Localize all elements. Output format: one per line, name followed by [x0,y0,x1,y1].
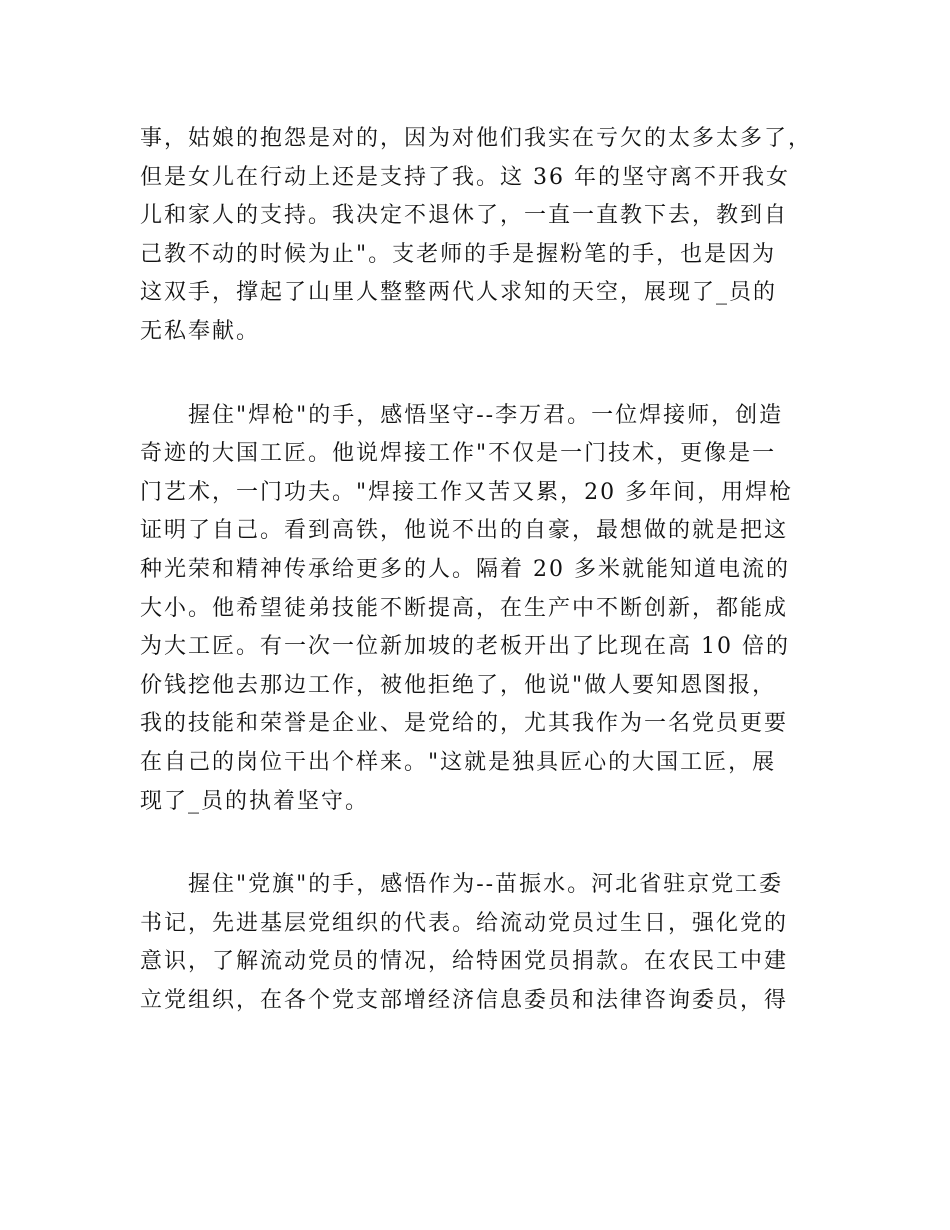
text-line: 书记，先进基层党组织的代表。给流动党员过生日，强化党的 [140,910,789,936]
paragraph-spacer [140,821,830,866]
text-line: 现了_员的执着坚守。 [140,788,370,814]
text-line: 这双手，撑起了山里人整整两代人求知的天空，展现了_员的 [140,280,778,306]
text-line: 握住"焊枪"的手，感悟坚守--李万君。一位焊接师，创造 [188,402,784,428]
paragraph-1 [140,120,830,352]
text-line: 但是女儿在行动上还是支持了我。这 36 年的坚守离不开我女 [140,164,790,190]
text-line: 奇迹的大国工匠。他说焊接工作"不仅是一门技术，更像是一 [140,441,777,467]
text-line: 在自己的岗位干出个样来。"这就是独具匠心的大国工匠，展 [140,749,777,775]
paragraph-spacer [140,352,830,397]
text-line: 儿和家人的支持。我决定不退休了，一直一直教下去，教到自 [140,203,789,229]
document-body [140,120,830,1020]
text-line: 价钱挖他去那边工作，被他拒绝了，他说"做人要知恩图报， [140,672,777,698]
text-line: 事，姑娘的抱怨是对的，因为对他们我实在亏欠的太多太多了， [140,126,813,151]
paragraph-3 [140,866,830,1020]
text-line: 我的技能和荣誉是企业、是党给的，尤其我作为一名党员更要 [140,711,789,737]
text-line: 证明了自己。看到高铁，他说不出的自豪，最想做的就是把这 [140,518,789,544]
text-line: 己教不动的时候为止"。支老师的手是握粉笔的手，也是因为 [140,241,777,267]
text-line: 无私奉献。 [140,318,261,344]
text-line: 种光荣和精神传承给更多的人。隔着 20 多米就能知道电流的 [140,556,790,582]
text-line: 意识，了解流动党员的情况，给特困党员捐款。在农民工中建 [140,949,789,975]
paragraph-2 [140,397,830,822]
text-line: 大小。他希望徒弟技能不断提高，在生产中不断创新，都能成 [140,595,789,621]
text-line: 门艺术，一门功夫。"焊接工作又苦又累，20 多年间，用焊枪 [140,479,794,505]
text-line: 立党组织，在各个党支部增经济信息委员和法律咨询委员，得 [140,987,789,1013]
text-line: 握住"党旗"的手，感悟作为--苗振水。河北省驻京党工委 [188,872,784,898]
text-line: 为大工匠。有一次一位新加坡的老板开出了比现在高 10 倍的 [140,634,790,660]
